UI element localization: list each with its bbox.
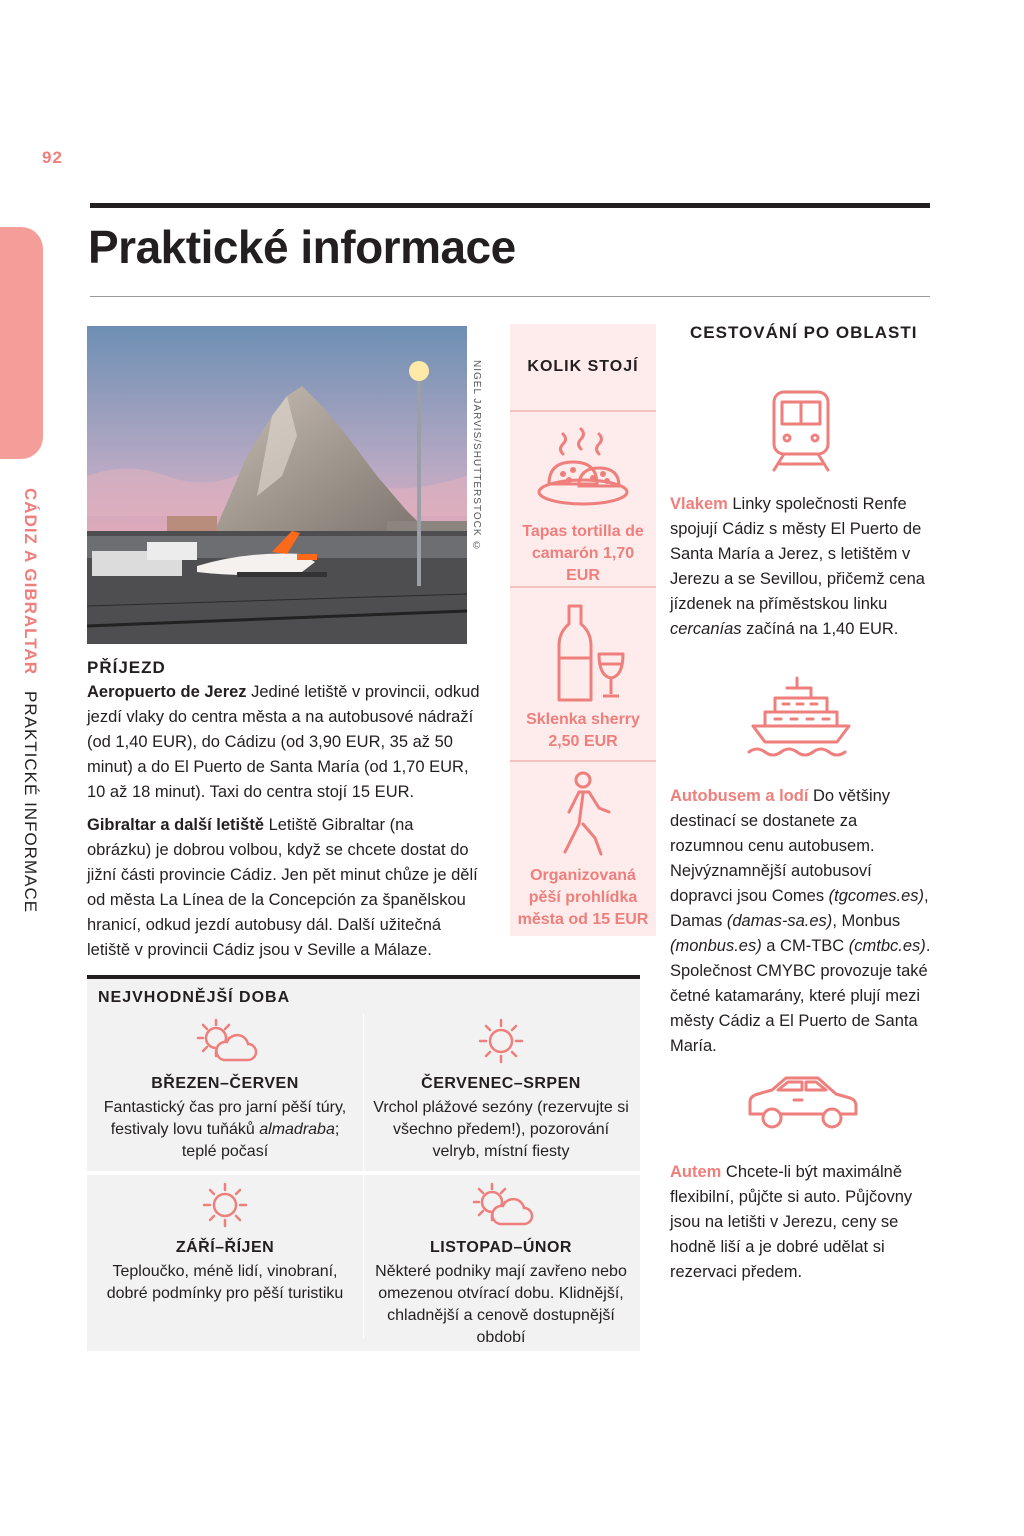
gibraltar-lead: Gibraltar a další letiště xyxy=(87,816,264,834)
season-nov-feb xyxy=(373,1180,629,1349)
season-text: Vrchol plážové sezóny (rezervujte si všechno předem!), pozorování velryb, místní fiesty xyxy=(373,1099,629,1160)
arrival-paragraph-gibraltar xyxy=(87,813,482,963)
sun-cloud-icon xyxy=(190,1016,260,1066)
price-item-sherry xyxy=(510,602,656,753)
bus-lead: Autobusem a lodí xyxy=(670,787,809,805)
season-name: ČERVENEC–SRPEN xyxy=(421,1075,581,1092)
season-name: ZÁŘÍ–ŘÍJEN xyxy=(175,1239,275,1256)
best-time-heading: NEJVHODNĚJŠÍ DOBA xyxy=(98,989,291,1006)
season-text: Teploučko, méně lidí, vinobraní, dobré podmínky pro pěší turistiku xyxy=(106,1263,344,1302)
car-paragraph: Autem Chcete-li být maximálně flexibilní, půjčte si auto. Půjčovny jsou na letišti v Jerezu, ceny se hodně liší a je dobré udělat si rezervaci předem. xyxy=(670,1163,913,1281)
best-time-divider xyxy=(363,1014,364,1339)
sun-cloud-icon xyxy=(466,1180,536,1230)
wine-icon xyxy=(533,602,633,702)
season-sep-oct xyxy=(97,1180,353,1305)
travel-heading: CESTOVÁNÍ PO OBLASTI xyxy=(690,323,918,342)
season-name: BŘEZEN–ČERVEN xyxy=(151,1075,299,1092)
ship-icon xyxy=(745,674,857,758)
section-label xyxy=(20,488,40,913)
jerez-text: Jediné letiště v provincii, odkud jezdí vlaky do centra města a na autobusové nádraží (od 1,40 EUR), do Cádizu (od 3,90 EUR, 35 až 50 minut) a do El Puerto de Santa María (od 1,70 EUR, 10 až 18 minut). Taxi do centra stojí 15 EUR. xyxy=(87,683,480,801)
page-number: 92 xyxy=(42,148,63,167)
price-label-walk: Organizovaná pěší prohlídka města od 15 EUR xyxy=(517,867,649,928)
best-time-divider xyxy=(87,1171,640,1175)
price-item-tapas xyxy=(510,424,656,587)
season-text: Některé podniky mají zavřeno nebo omezenou otvírací dobu. Klidnější, chladnější a cenově dostupnější období xyxy=(375,1263,627,1346)
tapas-icon xyxy=(533,424,633,514)
arrival-section xyxy=(87,655,482,971)
section-label-accent: CÁDIZ A GIBRALTAR xyxy=(21,488,40,675)
car-icon xyxy=(744,1074,858,1134)
photo-credit: NIGEL JARVIS/SHUTTERSTOCK © xyxy=(471,360,482,553)
price-divider xyxy=(510,586,656,588)
best-time-rule xyxy=(87,975,640,979)
season-jul-aug xyxy=(373,1016,629,1163)
season-mar-jun xyxy=(97,1016,353,1163)
page-title: Praktické informace xyxy=(88,221,516,273)
price-label-sherry: Sklenka sherry 2,50 EUR xyxy=(526,711,640,750)
train-icon xyxy=(770,388,832,472)
prices-heading: KOLIK STOJÍ xyxy=(510,324,656,412)
title-rule xyxy=(90,296,930,297)
sun-icon xyxy=(190,1180,260,1230)
section-label-plain: PRAKTICKÉ INFORMACE xyxy=(21,690,40,913)
sun-icon xyxy=(466,1016,536,1066)
bus-boat-paragraph: Autobusem a lodí Do většiny destinací se dostanete za rozumnou cenu autobusem. Nejvýznamnější autobusoví dopravci jsou Comes (tgcomes.es), Damas (damas-sa.es), Monbus (monbus.es) a CM-TBC (cmtbc.es). Společnost CMYBC provozuje také četné katamarány, které plují mezi městy Cádiz a El Puerto de Santa María. xyxy=(670,787,931,1055)
price-label-tapas: Tapas tortilla de camarón 1,70 EUR xyxy=(522,523,644,584)
walking-icon xyxy=(543,770,623,858)
arrival-paragraph-jerez xyxy=(87,680,482,805)
arrival-heading: PŘÍJEZD xyxy=(87,658,166,677)
season-text: Fantastický čas pro jarní pěší túry, festivaly lovu tuňáků almadraba; teplé počasí xyxy=(103,1099,347,1160)
car-lead: Autem xyxy=(670,1163,722,1181)
gibraltar-photo xyxy=(87,326,467,644)
top-rule xyxy=(90,203,930,208)
gibraltar-text: Letiště Gibraltar (na obrázku) je dobrou volbou, když se chcete dostat do jižní části provincie Cádiz. Jen pět minut chůze je dělí od města La Línea de la Concepción za španělskou hranicí, odkud jezdí autobusy dál. Další užitečná letiště v provincii Cádiz jsou v Seville a Málaze. xyxy=(87,816,478,959)
prices-panel xyxy=(510,324,656,936)
price-item-walk xyxy=(510,770,656,931)
price-divider xyxy=(510,760,656,762)
season-name: LISTOPAD–ÚNOR xyxy=(430,1239,572,1256)
train-lead: Vlakem xyxy=(670,495,728,513)
train-paragraph: Vlakem Linky společnosti Renfe spojují Cádiz s městy El Puerto de Santa María a Jerez, s letištěm v Jerezu a se Sevillou, přičemž cena jízdenek na příměstskou linku cercanías začíná na 1,40 EUR. xyxy=(670,495,925,638)
jerez-lead: Aeropuerto de Jerez xyxy=(87,683,247,701)
section-tab xyxy=(0,227,43,459)
